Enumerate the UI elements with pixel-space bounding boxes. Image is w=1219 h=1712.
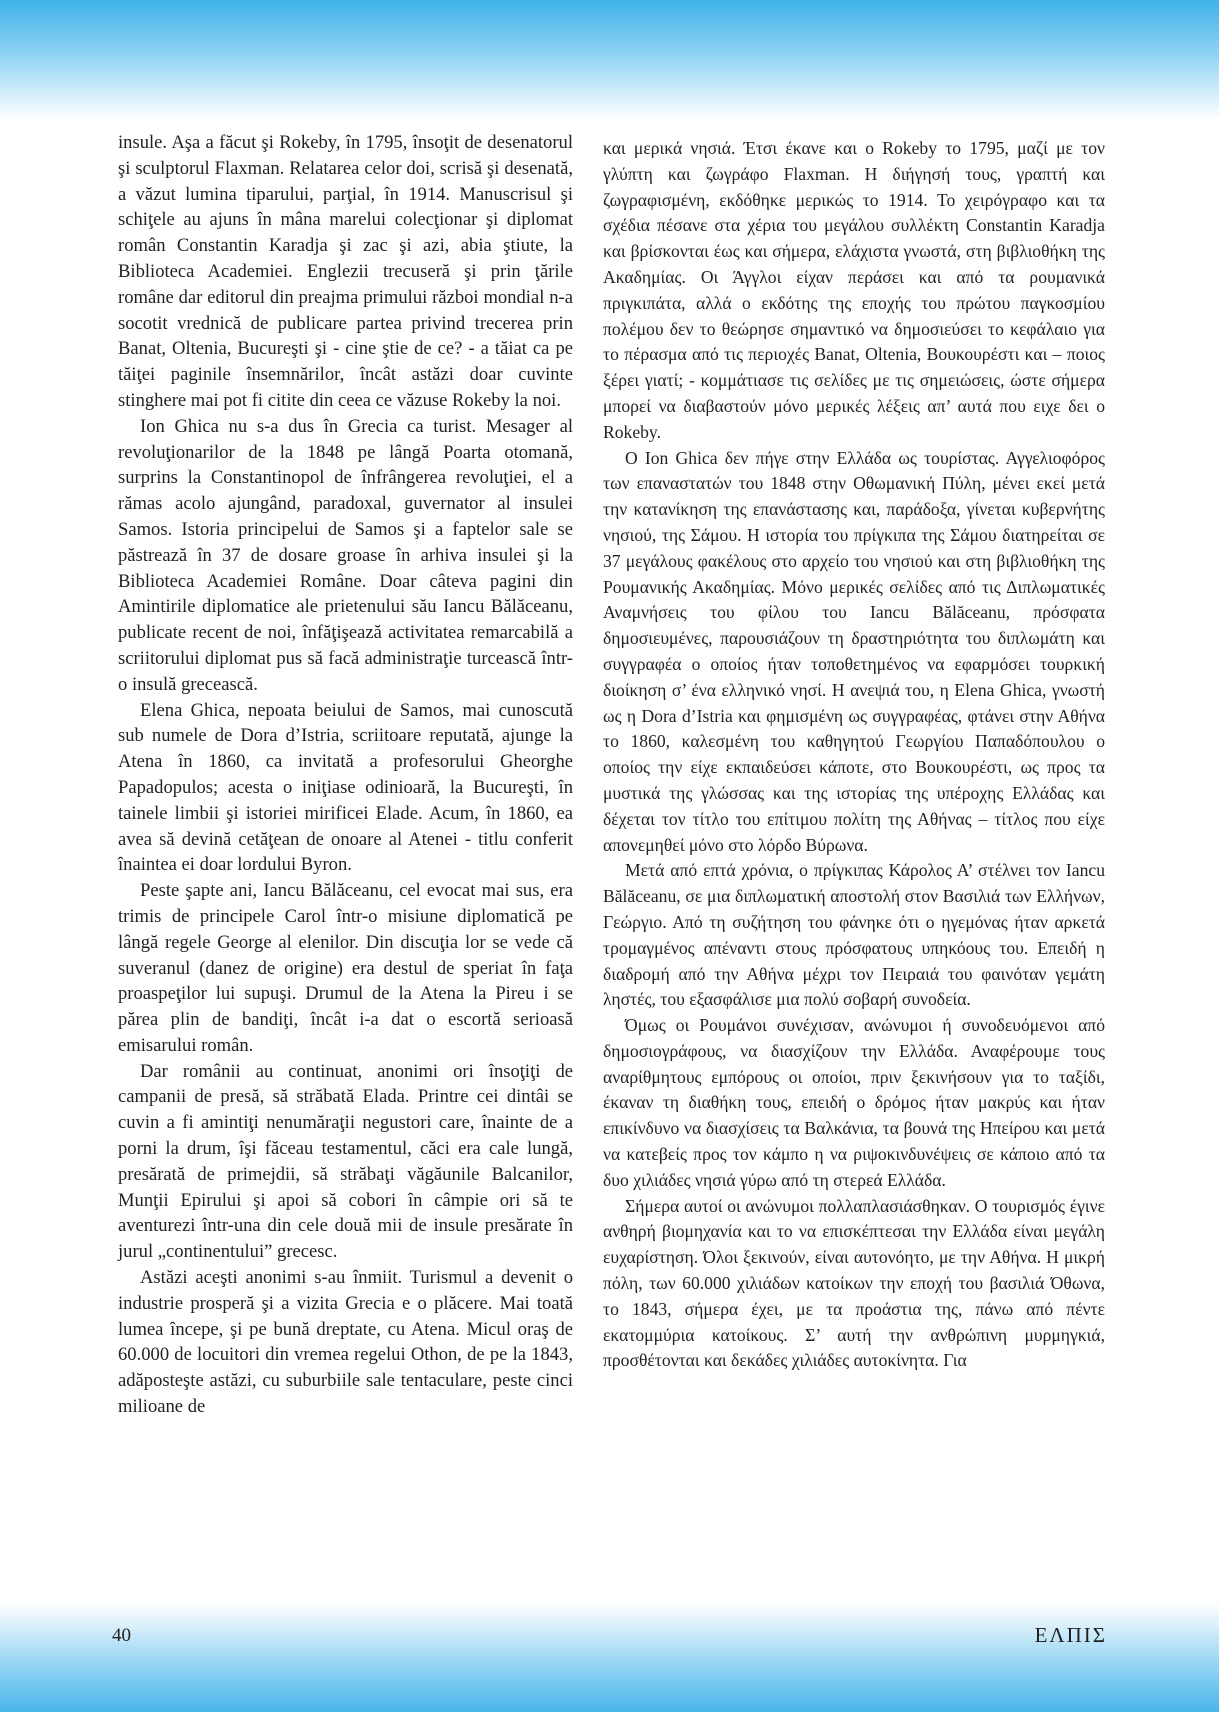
page-number: 40 bbox=[112, 1625, 131, 1646]
paragraph: Μετά από επτά χρόνια, ο πρίγκιπας Κάρολος Α’ στέλνει τον Iancu Bălăceanu, σε μια διπλωματική αποστολή στον Βασιλιά των Ελλήνων, Γεώργιο. Από τη συζήτηση του φάνηκε ότι ο ηγεμόνας ήταν αρκετά τρομαγμένος απέναντι στους πρόσφατους υπηκόους του. Επειδή η διαδρομή από την Αθήνα μέχρι τον Πειραιά του φαινόταν γεμάτη ληστές, του εξασφάλισε μια πολύ σοβαρή συνοδεία. bbox=[603, 860, 1105, 1010]
romanian-column bbox=[118, 130, 573, 1420]
paragraph: insule. Aşa a făcut şi Rokeby, în 1795, însoţit de desenatorul şi sculptorul Flaxman. Relatarea celor doi, scrisă şi desenată, a văzut lumina tiparului, parţial, în 1914. Manuscrisul şi schiţele au ajuns în mâna marelui colecţionar şi diplomat român Constantin Karadja şi zac şi azi, abia ştiute, la Biblioteca Academiei. Englezii trecuseră şi prin ţările române dar editorul din preajma primului război mondial n-a socotit vrednică de publicare partea privind trecerea prin Banat, Oltenia, Bucureşti şi - cine ştie de ce? - a tăiat ca pe tăiţei paginile însemnărilor, încât astăzi doar cuvinte stinghere mai pot fi citite din ceea ce văzuse Rokeby la noi. bbox=[118, 132, 573, 411]
paragraph: Astăzi aceşti anonimi s-au înmiit. Turismul a devenit o industrie prosperă şi a vizita Grecia e o plăcere. Mai toată lumea începe, şi pe bună dreptate, cu Atena. Micul oraş de 60.000 de locuitori din vremea regelui Othon, de pe la 1843, adăposteşte astăzi, cu suburbiile sale tentaculare, peste cinci milioane de bbox=[118, 1267, 573, 1418]
greek-column bbox=[603, 136, 1105, 1374]
top-gradient-band bbox=[0, 0, 1219, 120]
paragraph: Dar românii au continuat, anonimi ori însoţiţi de campanii de presă, să străbată Elada. Printre cei dintâi se cuvin a fi amintiţi nenumăraţii negustori care, înainte de a porni la drum, îşi făceau testamentul, căci era cale lungă, presărată de primejdii, să străbaţi văgăunile Balcanilor, Munţii Epirului şi apoi să cobori în câmpie ori să te aventurezi într-una din cele două mii de insule presărate în jurul „continentului” grecesc. bbox=[118, 1060, 573, 1263]
paragraph: και μερικά νησιά. Έτσι έκανε και ο Rokeby το 1795, μαζί με τον γλύπτη και ζωγράφο Flaxman. Η διήγησή τους, γραπτή και ζωγραφισμένη, εκδόθηκε μερικώς το 1914. Το χειρόγραφο και τα σχέδια πέσανε στα χέρια του μεγάλου συλλέκτη Constantin Karadja και βρίσκονται έως και σήμερα, ελάχιστα γνωστά, στη βιβλιοθήκη της Ακαδημίας. Οι Άγγλοι είχαν περάσει και από τα ρουμανικά πριγκιπάτα, αλλά ο εκδότης της εποχής του πρώτου παγκοσμίου πολέμου δεν το θεώρησε σημαντικό να δημοσιεύσει το κεφάλαιο για το πέρασμα από τις περιοχές Banat, Oltenia, Βουκουρέστι και – ποιος ξέρει γιατί; - κομμάτιασε τις σελίδες με τις σημειώσεις, ώστε σήμερα μπορεί να διαβαστούν μόνο μερικές λέξεις απ’ αυτά που ειχε δει ο Rokeby. bbox=[603, 138, 1105, 442]
bottom-gradient-band bbox=[0, 1602, 1219, 1712]
paragraph: Όμως οι Ρουμάνοι συνέχισαν, ανώνυμοι ή συνοδευόμενοι από δημοσιογράφους, να διασχίζουν την Ελλάδα. Αναφέρουμε τους αναρίθμητους εμπόρους οι οποίοι, πριν ξεκινήσουν για το ταξίδι, έκαναν τη διαθήκη τους, επειδή ο δρόμος ήταν μακρύς και ήταν επικίνδυνο να διασχίσεις τα Βαλκάνια, τα βουνά της Ηπείρου και μετά να κατεβείς προς τον κάμπο η να ριψοκινδυνέψεις σε κάποιο από τα δυο χιλιάδες νησιά γύρω από τη στερεά Ελλάδα. bbox=[603, 1015, 1105, 1190]
paragraph: Elena Ghica, nepoata beiului de Samos, mai cunoscută sub numele de Dora d’Istria, scriitoare reputată, ajunge la Atena în 1860, ca invitată a profesorului Gheorghe Papadopulos; acesta o iniţiase odinioară, la Bucureşti, în tainele limbii şi istoriei mirificei Elade. Acum, în 1860, ea avea să devină cetăţean de onoare al Atenei - titlu conferit înaintea ei doar lordului Byron. bbox=[118, 699, 573, 876]
paragraph: Ion Ghica nu s-a dus în Grecia ca turist. Mesager al revoluţionarilor de la 1848 pe lângă Poarta otomană, surprins la Constantinopol de înfrângerea revoluţiei, el a rămas acolo ajungând, paradoxal, guvernator al insulei Samos. Istoria principelui de Samos şi a faptelor sale se păstrează în 37 de dosare groase în arhiva insulei şi la Biblioteca Academiei Române. Doar câteva pagini din Amintirile diplomatice ale prietenului său Iancu Bălăceanu, publicate recent de noi, înfăţişează activitatea remarcabilă a scriitorului diplomat pus să facă administraţie turcească într-o insulă grecească. bbox=[118, 415, 573, 695]
paragraph: Ο Ion Ghica δεν πήγε στην Ελλάδα ως τουρίστας. Αγγελιοφόρος των επαναστατών του 1848 στην Οθωμανική Πύλη, μένει εκεί μετά την κατανίκηση της επανάστασης και, παράδοξα, γίνεται κυβερνήτης νησιού, της Σάμου. Η ιστορία του πρίγκιπα της Σάμου διατηρείται σε 37 μεγάλους φακέλους στο αρχείο του νησιού και στη βιβλιοθήκη της Ρουμανικής Ακαδημίας. Μόνο μερικές σελίδες από τις Διπλωματικές Αναμνήσεις του φίλου του Iancu Bălăceanu, πρόσφατα δημοσιευμένες, παρουσιάζουν τη δραστηριότητα του διπλωμάτη και συγγραφέα ο οποίος ήταν τοποθετημένος να εφαρμόσει τουρκική διοίκηση σ’ ένα ελληνικό νησί. Η ανεψιά του, η Elena Ghica, γνωστή ως η Dora d’Istria και φημισμένη ως συγγραφέας, φτάνει στην Αθήνα το 1860, καλεσμένη του καθηγητού Γεωργίου Παπαδόπουλου ο οποίος την είχε εκπαιδεύσει κάποτε, στο Βουκουρέστι, ως προς τα μυστικά της γλώσσας και της ιστορίας της υπέροχης Ελλάδας και δέχεται τον τίτλο του επίτιμου πολίτη της Αθήνας – τίτλος που είχε απονεμηθεί μόνο στο λόρδο Βύρωνα. bbox=[603, 447, 1105, 855]
paragraph: Σήμερα αυτοί οι ανώνυμοι πολλαπλασιάσθηκαν. Ο τουρισμός έγινε ανθηρή βιομηχανία και το να επισκέπτεσαι την Ελλάδα είναι μεγάλη ευχαρίστηση. Όλοι ξεκινούν, είναι αυτονόητο, με την Αθήνα. Η μικρή πόλη, των 60.000 χιλιάδων κατοίκων την εποχή του βασιλιά Όθωνα, το 1843, σήμερα έχει, με τα προάστια της, πάνω από πέντε εκατομμύρια κατοίκους. Σ’ αυτή την ανθρώπινη μυρμηγκιά, προσθέτονται και δεκάδες χιλιάδες αυτοκίνητα. Για bbox=[603, 1195, 1105, 1371]
paragraph: Peste şapte ani, Iancu Bălăceanu, cel evocat mai sus, era trimis de principele Carol într-o misiune diplomatică pe lângă regele George al elenilor. Din discuţia lor se vede că suveranul (danez de origine) era destul de speriat în faţa proaspeţilor lui supuşi. Drumul de la Atena la Pireu i se părea plin de bandiţi, încât i-a dat o escortă serioasă emisarului român. bbox=[118, 880, 573, 1056]
publication-title: ΕΛΠΙΣ bbox=[1034, 1623, 1107, 1647]
